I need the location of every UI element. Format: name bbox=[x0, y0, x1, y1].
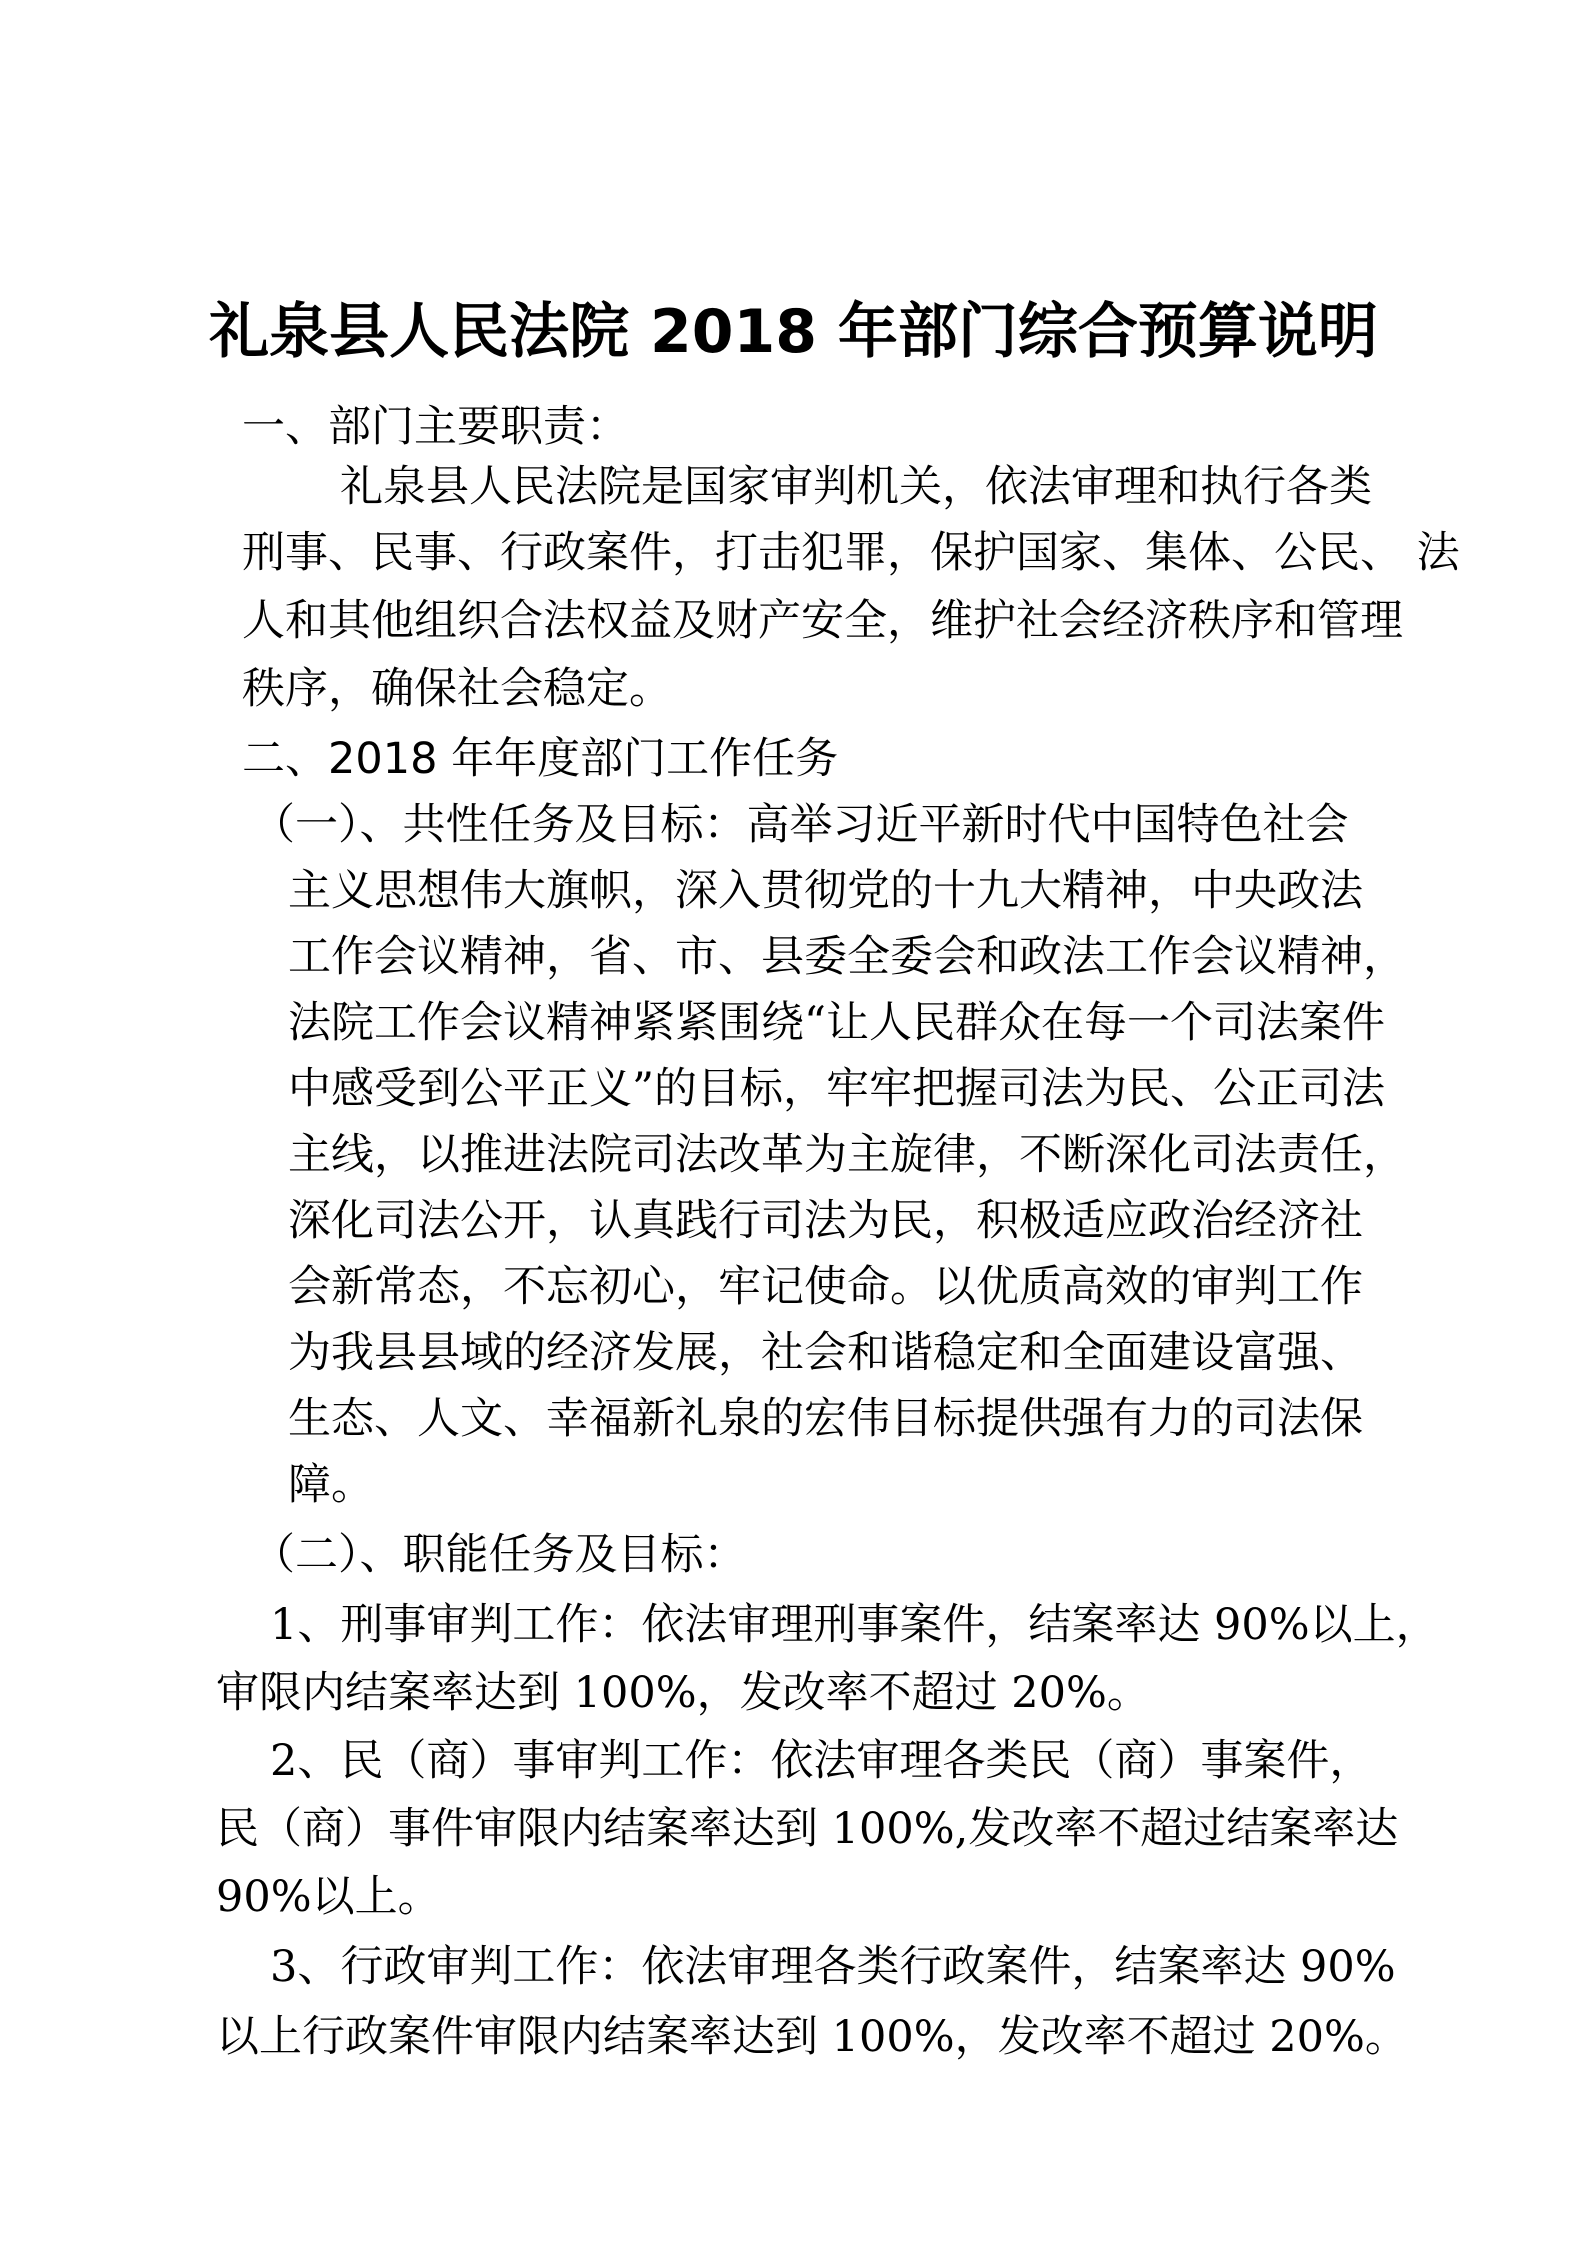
sub1-line: 法院工作会议精神紧紧围绕“让人民群众在每一个司法案件 bbox=[288, 998, 1385, 1048]
item3-line: 以上行政案件审限内结案率达到 100%，发改率不超过 20%。 bbox=[216, 2012, 1408, 2062]
section1-line: 秩序，确保社会稳定。 bbox=[242, 664, 672, 714]
section1-line: 人和其他组织合法权益及财产安全，维护社会经济秩序和管理 bbox=[242, 596, 1403, 646]
section1-heading: 一、部门主要职责： bbox=[242, 402, 629, 452]
item1-line: 1、刑事审判工作：依法审理刑事案件，结案率达 90%以上， bbox=[270, 1600, 1439, 1650]
item1-line: 审限内结案率达到 100%，发改率不超过 20%。 bbox=[216, 1668, 1150, 1718]
item2-line: 90%以上。 bbox=[216, 1872, 441, 1922]
item2-line: 2、民（商）事审判工作：依法审理各类民（商）事案件， bbox=[270, 1736, 1373, 1786]
sub2-heading: （二）、职能任务及目标： bbox=[252, 1530, 747, 1580]
sub1-line: 为我县县域的经济发展，社会和谐稳定和全面建设富强、 bbox=[288, 1328, 1363, 1378]
sub1-line: 障。 bbox=[288, 1460, 374, 1510]
section1-line: 礼泉县人民法院是国家审判机关，依法审理和执行各类 bbox=[340, 462, 1372, 512]
sub1-line: （一）、共性任务及目标：高举习近平新时代中国特色社会 bbox=[252, 800, 1349, 850]
sub1-line: 中感受到公平正义”的目标，牢牢把握司法为民、公正司法 bbox=[288, 1064, 1385, 1114]
sub1-line: 主线，以推进法院司法改革为主旋律，不断深化司法责任， bbox=[288, 1130, 1406, 1180]
item3-line: 3、行政审判工作：依法审理各类行政案件，结案率达 90% bbox=[270, 1942, 1396, 1992]
sub1-line: 深化司法公开，认真践行司法为民，积极适应政治经济社 bbox=[288, 1196, 1363, 1246]
item2-line: 民（商）事件审限内结案率达到 100%,发改率不超过结案率达 bbox=[216, 1804, 1399, 1854]
section2-heading: 二、2018 年年度部门工作任务 bbox=[242, 734, 839, 784]
sub1-line: 工作会议精神，省、市、县委全委会和政法工作会议精神， bbox=[288, 932, 1406, 982]
sub1-line: 会新常态，不忘初心，牢记使命。以优质高效的审判工作 bbox=[288, 1262, 1363, 1312]
document-title: 礼泉县人民法院 2018 年部门综合预算说明 bbox=[209, 297, 1378, 368]
sub1-line: 生态、人文、幸福新礼泉的宏伟目标提供强有力的司法保 bbox=[288, 1394, 1363, 1444]
sub1-line: 主义思想伟大旗帜，深入贯彻党的十九大精神，中央政法 bbox=[288, 866, 1363, 916]
section1-line: 刑事、民事、行政案件，打击犯罪，保护国家、集体、公民、 法 bbox=[242, 528, 1460, 578]
